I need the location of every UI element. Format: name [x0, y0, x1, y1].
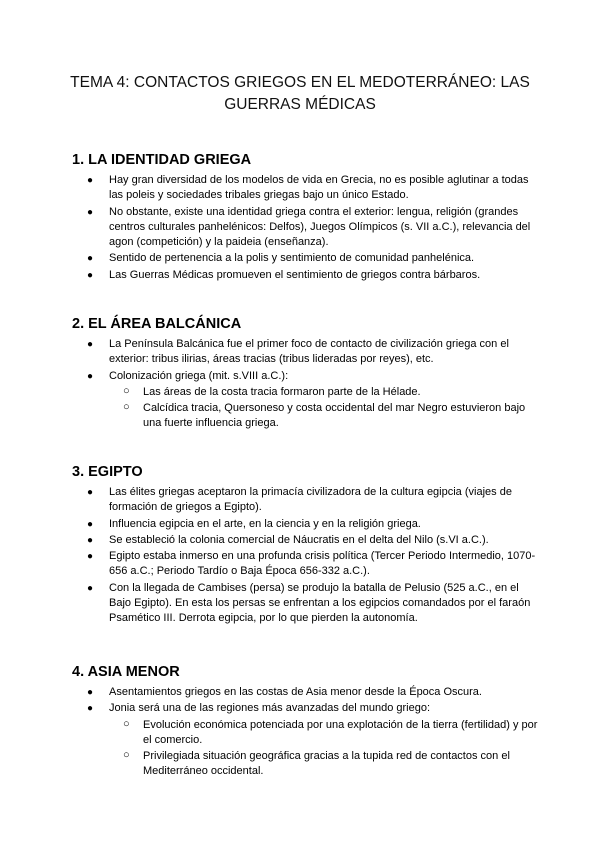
sub-list-item-text: Calcídica tracia, Quersoneso y costa occidental del mar Negro estuvieron bajo una fuerte influencia griega. — [143, 402, 526, 430]
sub-list-item — [109, 749, 542, 780]
bullet-icon: ● — [87, 339, 94, 350]
section-egipto — [72, 463, 542, 628]
bullet-icon: ● — [87, 582, 94, 594]
section-identidad-griega — [72, 151, 542, 284]
section-heading: 2. EL ÁREA BALCÁNICA — [72, 316, 242, 332]
section-heading: 4. ASIA MENOR — [72, 664, 180, 680]
list-item — [72, 581, 542, 627]
list-item-text: Las Guerras Médicas promueven el sentimiento de griegos contra bárbaros. — [109, 268, 481, 281]
hollow-bullet-icon: ○ — [123, 384, 130, 397]
bullet-icon: ● — [87, 687, 94, 698]
section-asia-menor — [72, 663, 542, 781]
section-heading: 1. LA IDENTIDAD GRIEGA — [72, 152, 252, 168]
list-item-text: Se estableció la colonia comercial de Náucratis en el delta del Nilo (s.VI a.C.). — [109, 533, 489, 546]
list-item-text: Jonia será una de las regiones más avanzadas del mundo griego: — [109, 702, 431, 715]
list-item — [72, 701, 542, 779]
list-item — [72, 251, 542, 266]
hollow-bullet-icon: ○ — [123, 401, 130, 414]
bullet-icon: ● — [87, 703, 94, 715]
list-item — [72, 485, 542, 516]
list-item — [72, 549, 542, 580]
bullet-list — [72, 685, 542, 780]
bullet-icon: ● — [87, 534, 94, 546]
sub-list-item-text: Privilegiada situación geográfica gracias a la tupida red de contactos con el Mediterráneo occidental. — [143, 750, 510, 778]
list-item-text: Colonización griega (mit. s.VIII a.C.): — [109, 369, 289, 382]
sub-bullet-list — [109, 718, 542, 780]
bullet-icon: ● — [87, 551, 94, 563]
sub-list-item — [109, 718, 542, 749]
bullet-icon: ● — [87, 269, 94, 281]
hollow-bullet-icon: ○ — [123, 749, 130, 762]
sub-list-item — [109, 385, 542, 400]
bullet-icon: ● — [87, 206, 94, 218]
list-item — [72, 268, 542, 283]
list-item — [72, 337, 542, 368]
section-area-balcanica — [72, 315, 542, 433]
sub-list-item-text: Evolución económica potenciada por una explotación de la tierra (fertilidad) y por el comercio. — [143, 718, 538, 746]
list-item — [72, 173, 542, 204]
list-item — [72, 369, 542, 432]
list-item-text: La Península Balcánica fue el primer foco de contacto de civilización griega con el exterior: tribus ilirias, áreas tracias (tribus lideradas por reyes), etc. — [109, 338, 509, 366]
list-item-text: Asentamientos griegos en las costas de Asia menor desde la Época Oscura. — [109, 686, 482, 698]
list-item — [72, 205, 542, 251]
list-item-text: Egipto estaba inmerso en una profunda crisis política (Tercer Periodo Intermedio, 1070-656 a.C.; Periodo Tardío o Baja Época 656-332 a.C.). — [109, 550, 536, 578]
sub-bullet-list — [109, 385, 542, 432]
bullet-icon: ● — [87, 370, 94, 382]
document-title — [40, 72, 560, 116]
bullet-icon: ● — [87, 518, 94, 530]
list-item — [72, 517, 542, 532]
bullet-icon: ● — [87, 487, 94, 498]
bullet-list — [72, 173, 542, 283]
sub-list-item-text: Las áreas de la costa tracia formaron parte de la Hélade. — [143, 385, 421, 398]
list-item — [72, 685, 542, 700]
section-heading: 3. EGIPTO — [72, 464, 143, 480]
list-item-text: Influencia egipcia en el arte, en la ciencia y en la religión griega. — [109, 517, 421, 530]
hollow-bullet-icon: ○ — [123, 717, 130, 730]
bullet-icon: ● — [87, 253, 94, 265]
title-line-1: TEMA 4: CONTACTOS GRIEGOS EN EL MEDOTERRÁNEO: LAS — [70, 74, 530, 91]
list-item-text: Hay gran diversidad de los modelos de vida en Grecia, no es posible aglutinar a todas las poleis y sociedades tribales griegas bajo un único Estado. — [109, 174, 529, 202]
list-item-text: Con la llegada de Cambises (persa) se produjo la batalla de Pelusio (525 a.C., en el Bajo Egipto). En esta los persas se enfrentan a los egipcios comandados por el faraón Psamético III. Derrota egipcia, por lo que pierden la autonomía. — [109, 581, 531, 625]
bullet-list — [72, 337, 542, 432]
title-line-2: GUERRAS MÉDICAS — [224, 96, 376, 113]
bullet-list — [72, 485, 542, 627]
list-item-text: No obstante, existe una identidad griega contra el exterior: lengua, religión (grandes centros culturales panhelénicos: Delfos), Juegos Olímpicos (s. VII a.C.), relevancia del agon (competición) y la paideia (enseñanza). — [109, 205, 531, 249]
sub-list-item — [109, 401, 542, 432]
list-item-text: Las élites griegas aceptaron la primacía civilizadora de la cultura egipcia (viajes de formación de griegos a Egipto). — [109, 486, 512, 514]
list-item — [72, 533, 542, 548]
bullet-icon: ● — [87, 175, 94, 186]
list-item-text: Sentido de pertenencia a la polis y sentimiento de comunidad panhelénica. — [109, 252, 475, 265]
